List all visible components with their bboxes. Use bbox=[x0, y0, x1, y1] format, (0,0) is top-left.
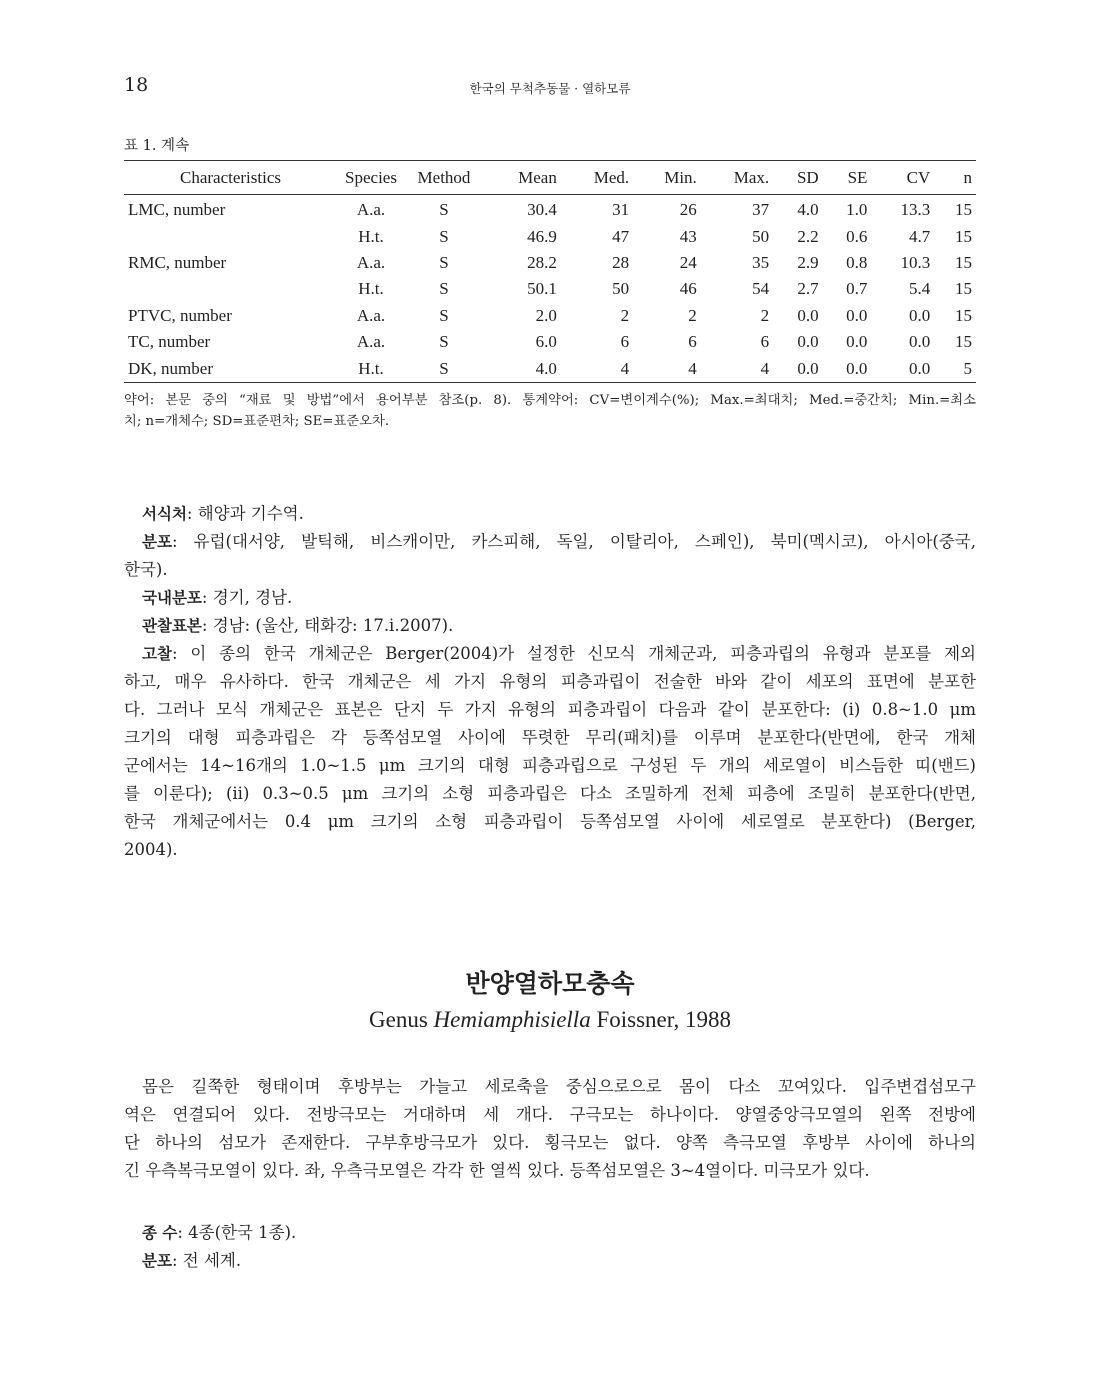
specimen-label: 관찰표본 bbox=[142, 617, 202, 635]
table-cell: 5 bbox=[934, 355, 976, 382]
table-cell: 50 bbox=[612, 279, 630, 299]
table-row bbox=[124, 355, 976, 382]
species-count-label: 종 수 bbox=[142, 1224, 178, 1242]
table-cell: 2 bbox=[760, 305, 770, 325]
genus-distribution-label: 분포 bbox=[142, 1252, 172, 1270]
table-cell: 50 bbox=[752, 226, 770, 246]
col-header: SE bbox=[823, 161, 872, 195]
table-cell: DK, number bbox=[124, 355, 337, 382]
running-header: 한국의 무척추동물 · 열하모류 bbox=[469, 81, 631, 96]
remarks-line: 한국 개체군에서는 0.4 μm 크기의 소형 피층과립이 등쪽섬모열 사이에 세로열로 분포한다) (Berger, bbox=[124, 812, 976, 831]
table-cell: 28.2 bbox=[527, 252, 557, 272]
col-header: Mean bbox=[483, 161, 561, 195]
specimen-paragraph: 관찰표본: 경남: (울산, 태화강: 17.i.2007). bbox=[142, 616, 454, 635]
table-cell: LMC, number bbox=[128, 200, 226, 220]
table-footnote bbox=[124, 390, 976, 432]
table-cell: 5.4 bbox=[909, 279, 931, 299]
table-cell: A.a. bbox=[356, 252, 386, 272]
table-cell: S bbox=[439, 305, 449, 325]
genus-description-line: 긴 우측복극모열이 있다. 좌, 우측극모열은 각각 한 열씩 있다. 등쪽섬모열은 3~4열이다. 미극모가 있다. bbox=[124, 1161, 870, 1180]
korean-distribution-label: 국내분포 bbox=[142, 589, 202, 607]
table-cell: A.a. bbox=[356, 305, 386, 325]
remarks-line: 크기의 대형 피층과립은 각 등쪽섬모열 사이에 뚜렷한 무리(패치)를 이루며 분포한다(반면에, 한국 개체 bbox=[124, 728, 976, 747]
col-header: Species bbox=[337, 161, 405, 195]
table-cell: 15 bbox=[955, 279, 972, 299]
distribution-label: 분포 bbox=[142, 533, 172, 551]
table-cell: 4 bbox=[561, 355, 633, 382]
genus-description-line: 단 하나의 섬모가 존재한다. 구부후방극모가 있다. 횡극모는 없다. 양쪽 측극모열 후방부 사이에 하나의 bbox=[124, 1133, 976, 1152]
table-cell: S bbox=[439, 226, 449, 246]
page-number: 18 bbox=[124, 74, 149, 96]
table-cell: 6 bbox=[620, 332, 630, 352]
table-footnote-line: 약어: 본문 중의 “재료 및 방법”에서 용어부분 참조(p. 8). 통계약어: CV=변이계수(%); Max.=최대치; Med.=중간치; Min.=최소 bbox=[124, 393, 976, 408]
col-header: SD bbox=[773, 161, 823, 195]
table-cell: 0.0 bbox=[846, 332, 868, 352]
col-header: n bbox=[934, 161, 976, 195]
table-cell: 2.2 bbox=[797, 226, 819, 246]
table-row bbox=[124, 276, 976, 302]
table-cell: S bbox=[405, 355, 483, 382]
table-footnote-line: 치; n=개체수; SD=표준편차; SE=표준오차. bbox=[124, 414, 390, 429]
table-cell: 46 bbox=[679, 279, 697, 299]
table-row bbox=[124, 329, 976, 355]
col-header: Max. bbox=[701, 161, 773, 195]
table-row bbox=[124, 223, 976, 249]
table-cell: 15 bbox=[955, 305, 972, 325]
table-cell: S bbox=[439, 252, 449, 272]
genus-title: 반양열하모충속 bbox=[465, 969, 635, 998]
table-cell: 0.0 bbox=[823, 355, 872, 382]
table-cell: 4 bbox=[633, 355, 701, 382]
table-cell: 15 bbox=[955, 200, 972, 220]
table-caption: 표 1. 계속 bbox=[124, 138, 190, 154]
table-cell: 0.8 bbox=[846, 252, 868, 272]
col-header: Med. bbox=[561, 161, 633, 195]
table-cell: A.a. bbox=[356, 332, 386, 352]
remarks-line: 다. 그러나 모식 개체군은 표본은 단지 두 가지 유형의 피층과립이 다음과 같이 분포한다: (i) 0.8~1.0 μm bbox=[124, 700, 976, 719]
table-cell: 46.9 bbox=[527, 226, 557, 246]
table-cell: 4 bbox=[701, 355, 773, 382]
table-cell: 2 bbox=[620, 305, 630, 325]
distribution-line: 한국). bbox=[124, 560, 168, 579]
table-cell: TC, number bbox=[128, 332, 211, 352]
table-cell: H.t. bbox=[337, 355, 405, 382]
species-count-paragraph: 종 수: 4종(한국 1종). bbox=[142, 1223, 297, 1242]
table-cell: 0.0 bbox=[773, 355, 823, 382]
distribution-paragraph: 분포: 유럽(대서양, 발틱해, 비스캐이만, 카스피해, 독일, 이탈리아, 스페인), 북미(멕시코), 아시아(중국, bbox=[142, 532, 976, 551]
table-cell: RMC, number bbox=[128, 252, 227, 272]
table-cell: 31 bbox=[612, 200, 630, 220]
table-cell: H.t. bbox=[358, 226, 384, 246]
remarks-line: 군에서는 14~16개의 1.0~1.5 μm 크기의 대형 피층과립으로 구성된 두 개의 세로열이 비스듬한 띠(밴드) bbox=[124, 756, 976, 775]
table-cell: 4.7 bbox=[909, 226, 931, 246]
genus-distribution-paragraph: 분포: 전 세계. bbox=[142, 1251, 242, 1270]
genus-description-line: 몸은 길쭉한 형태이며 후방부는 가늘고 세로축을 중심으로으로 몸이 다소 꼬여있다. 입주변겹섬모구 bbox=[142, 1077, 976, 1096]
table-cell: 1.0 bbox=[846, 200, 868, 220]
genus-subtitle: Genus Hemiamphisiella Foissner, 1988 bbox=[369, 1007, 731, 1032]
genus-description-line: 역은 연결되어 있다. 전방극모는 거대하며 세 개다. 구극모는 하나이다. 양열중앙극모열의 왼쪽 전방에 bbox=[124, 1105, 976, 1124]
remarks-label: 고찰 bbox=[142, 645, 172, 663]
table-header-row bbox=[124, 161, 976, 195]
col-header: Characteristics bbox=[124, 161, 337, 195]
table-cell: 50.1 bbox=[527, 279, 557, 299]
table-cell: 2 bbox=[688, 305, 697, 325]
col-header: Min. bbox=[633, 161, 701, 195]
table-cell: 0.0 bbox=[797, 332, 819, 352]
table-cell: 4.0 bbox=[797, 200, 819, 220]
table-cell: 37 bbox=[752, 200, 770, 220]
remarks-line: 를 이룬다); (ii) 0.3~0.5 μm 크기의 소형 피층과립은 다소 조밀하게 전체 피층에 조밀히 분포한다(반면, bbox=[124, 784, 976, 803]
table-cell bbox=[124, 223, 337, 249]
table-cell: 0.6 bbox=[846, 226, 868, 246]
table-row bbox=[124, 195, 976, 224]
table-cell: S bbox=[439, 200, 449, 220]
table-cell: 43 bbox=[679, 226, 697, 246]
genus-info bbox=[124, 1219, 976, 1275]
table-cell: 2.9 bbox=[797, 252, 819, 272]
table-cell: 10.3 bbox=[900, 252, 931, 272]
table-cell: 30.4 bbox=[527, 200, 557, 220]
table-cell: 13.3 bbox=[900, 200, 931, 220]
table-cell: 2.0 bbox=[535, 305, 557, 325]
table-cell: 0.0 bbox=[846, 305, 868, 325]
remarks-paragraph: 고찰: 이 종의 한국 개체군은 Berger(2004)가 설정한 신모식 개체군과, 피층과립의 유형과 분포를 제외 bbox=[142, 644, 976, 663]
table-cell: 0.7 bbox=[846, 279, 868, 299]
col-header: Method bbox=[405, 161, 483, 195]
table-cell: 2.7 bbox=[797, 279, 819, 299]
table-row bbox=[124, 303, 976, 329]
table-cell: 6 bbox=[760, 332, 770, 352]
habitat-label: 서식처 bbox=[142, 505, 187, 523]
table-cell: 6.0 bbox=[535, 332, 557, 352]
table-cell bbox=[124, 276, 337, 302]
table-cell: 15 bbox=[955, 332, 972, 352]
table-cell: 4.0 bbox=[483, 355, 561, 382]
table-cell: 54 bbox=[752, 279, 770, 299]
table-cell: S bbox=[439, 332, 449, 352]
remarks-line: 2004). bbox=[124, 840, 178, 859]
table-cell: S bbox=[439, 279, 449, 299]
table-cell: A.a. bbox=[356, 200, 386, 220]
table-cell: 35 bbox=[752, 252, 770, 272]
table-cell: 15 bbox=[955, 226, 972, 246]
table-cell: 0.0 bbox=[909, 305, 931, 325]
table-cell: PTVC, number bbox=[128, 305, 232, 325]
table-cell: 15 bbox=[955, 252, 972, 272]
table-cell: 28 bbox=[612, 252, 630, 272]
table-cell: 0.0 bbox=[797, 305, 819, 325]
table-cell: 0.0 bbox=[909, 332, 931, 352]
habitat-paragraph: 서식처: 해양과 기수역. bbox=[142, 504, 304, 523]
genus-name: Hemiamphisiella bbox=[433, 1007, 591, 1032]
korean-distribution-paragraph: 국내분포: 경기, 경남. bbox=[142, 588, 293, 607]
table-cell: H.t. bbox=[358, 279, 384, 299]
table-row bbox=[124, 250, 976, 276]
table-cell: 0.0 bbox=[871, 355, 934, 382]
table-cell: 6 bbox=[688, 332, 697, 352]
table-cell: 26 bbox=[679, 200, 697, 220]
table-cell: 24 bbox=[679, 252, 697, 272]
remarks-line: 하고, 매우 유사하다. 한국 개체군은 세 가지 유형의 피층과립이 전술한 바와 같이 세포의 표면에 분포한 bbox=[124, 672, 976, 691]
table-cell: 47 bbox=[612, 226, 630, 246]
col-header: CV bbox=[871, 161, 934, 195]
statistics-table bbox=[124, 160, 976, 383]
genus-description bbox=[124, 1073, 976, 1185]
species-section bbox=[124, 500, 976, 864]
